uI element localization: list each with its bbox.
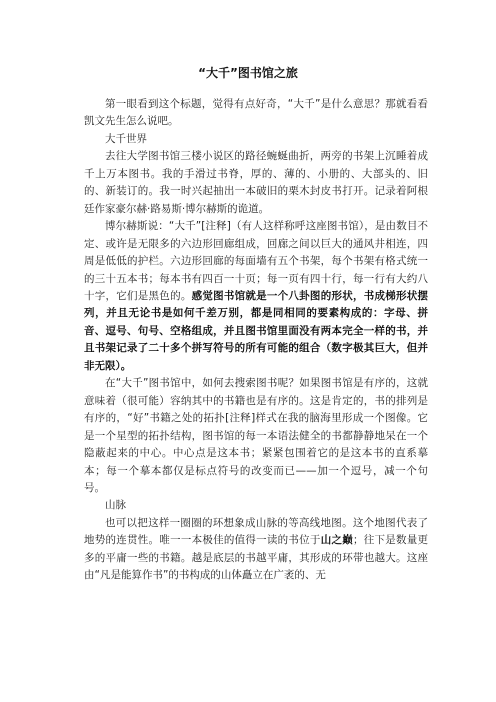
intro-paragraph: 第一眼看到这个标题，觉得有点好奇，“大千”是什么意思？那就看看凯文先生怎么说吧。 (84, 98, 428, 128)
contour-map-text-b: ；往下是数量更多的平庸一些的书籍。越是底层的书越平庸，其形成的环带也越大。这座由“凡是能算作书”的书构成的山体矗立在广袤的、无 (84, 534, 429, 582)
section-heading-daqian: 大千世界 (105, 132, 147, 145)
borges-description-bold: 感觉图书馆就是一个八卦图的形状，书成梯形状摆列，并且无论书是如何千差万别，都是同相同的要素构成的：字母、拼音、逗号、句号、空格组成，并且图书馆里面没有两本完全一样的书，并且书架记录了二十多个拼写符号的所有可能的组合（数字极其巨大，但并非无限）。 (84, 289, 429, 372)
section-heading-mountains: 山脉 (105, 499, 126, 512)
document-body (84, 96, 428, 585)
page-title: “大千”图书馆之旅 (198, 66, 298, 80)
paragraph-contour-map (84, 515, 428, 585)
paragraph-search-order: 在“大千”图书馆中，如何去搜索图书呢？如果图书馆是有序的，这就意味着（很可能）容纳其中的书籍也是有序的。这是肯定的，书的排列是有序的，“好”书籍之处的拓扑[注释]样式在我的脑海里形成一个图像。它是一个星型的拓扑结构，图书馆的每一本语法健全的书都静静地呆在一个隐蔽起来的中心。中心点是这本书；紧紧包围着它的是这本书的直系摹本；每一个摹本都仅是标点符号的改变而已——加一个逗号，减一个句号。 (84, 377, 428, 494)
contour-map-text-a: 也可以把这样一圈圈的环想象成山脉的等高线地图。这个地图代表了地势的连贯性。唯一一本极佳的值得一读的书位于 (84, 516, 428, 547)
paragraph-library-path: 去往大学图书馆三楼小说区的路径蜿蜒曲折，两旁的书架上沉睡着成千上万本图书。我的手滑过书脊，厚的、薄的、小册的、大部头的、旧的、新装订的。我一时兴起抽出一本破旧的栗木封皮书打开。记录着阿根廷作家豪尔赫·路易斯·博尔赫斯的诡道。 (84, 150, 428, 215)
borges-description-text: 博尔赫斯说：“大千”[注释]（有人这样称呼这座图书馆），是由数目不定、或许是无限多的六边形回廊组成，回廊之间以巨大的通风井相连，四周是低低的护栏。六边形回廊的每面墙有五个书架，每个书架有格式统一的三十五本书；每本书有四百一十页；每一页有四十行，每一行有大约八十字，它们是黑色的。 (84, 220, 428, 302)
mountain-peak-bold: 山之巅 (320, 534, 353, 547)
paragraph-borges-description (84, 218, 428, 375)
